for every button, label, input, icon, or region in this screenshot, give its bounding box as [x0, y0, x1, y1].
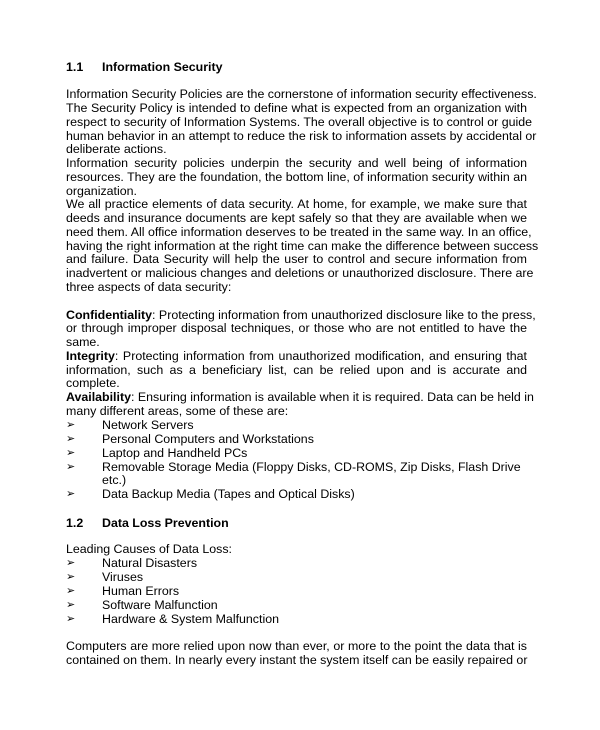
section-heading-1-1	[66, 60, 222, 74]
paragraph-line: three aspects of data security:	[66, 280, 232, 294]
paragraph-line: many different areas, some of these are:	[66, 404, 289, 418]
paragraph-line: Information security policies underpin the security and well being of information	[66, 156, 527, 170]
paragraph-line: and failure. Data Security will help the user to control and secure information from	[66, 252, 527, 266]
paragraph-line: inadvertent or malicious changes and deletions or unauthorized disclosure. There are	[66, 266, 534, 280]
bullet-arrow-icon: ➢	[66, 599, 76, 611]
section-heading-1-2	[66, 516, 229, 530]
bullet-arrow-icon: ➢	[66, 419, 76, 431]
paragraph-line: having the right information at the right time can make the difference between success	[66, 239, 539, 253]
term-availability: Availability	[66, 390, 131, 404]
paragraph-line: or through improper disposal techniques, or those who are not entitled to have the	[66, 321, 527, 335]
bullet-arrow-icon: ➢	[66, 433, 76, 445]
term-integrity: Integrity	[66, 349, 115, 363]
paragraph-line: Information Security Policies are the cornerstone of information security effectiveness.	[66, 87, 537, 101]
bullet-arrow-icon: ➢	[66, 488, 76, 500]
bullet-arrow-icon: ➢	[66, 571, 76, 583]
section-number: 1.1	[66, 60, 84, 74]
paragraph-line: same.	[66, 335, 100, 349]
paragraph-line: human behavior in an attempt to reduce the risk to information assets by accidental or	[66, 129, 537, 143]
paragraph-line: respect to security of Information Systems. The overall objective is to control or guide	[66, 115, 533, 129]
paragraph-line: information, such as a beneficiary list, can be relied upon and is accurate and	[66, 363, 527, 377]
bullet-arrow-icon: ➢	[66, 557, 76, 569]
term-confidentiality: Confidentiality	[66, 308, 153, 322]
section-title: Data Loss Prevention	[102, 516, 229, 530]
integrity-definition: Integrity: Protecting information from unauthorized modification, and ensuring that	[66, 349, 527, 363]
paragraph-line: Computers are more relied upon now than ever, or more to the point the data that is	[66, 639, 527, 653]
bullet-arrow-icon: ➢	[66, 461, 76, 473]
section-title: Information Security	[102, 60, 223, 74]
section-number: 1.2	[66, 516, 84, 530]
paragraph-line: need them. All office information deserves to be treated in the same way. In an office,	[66, 225, 532, 239]
list-intro: Leading Causes of Data Loss:	[66, 542, 233, 556]
bullet-arrow-icon: ➢	[66, 585, 76, 597]
paragraph-line: deliberate actions.	[66, 142, 167, 156]
confidentiality-definition: Confidentiality: Protecting information from unauthorized disclosure like to the press,	[66, 308, 536, 322]
document-page: 1.1 Information Security Information Security Policies are the cornerstone of information security effectiveness. The Security Policy is intended to define what is expected from an organization with respect to security of Information Systems. The overall objective is to control or guide human behavior in an attempt to reduce the risk to information assets by accidental or deliberate actions. Information security policies underpin the security and well being of information resources. They are the foundation, the bottom line, of information security within an organization. We all practice elements of data security. At home, for example, we make sure that deeds and insurance documents are kept safely so that they are available when we need them. All office information deserves to be treated in the same way. In an office, having the right information at the right time can make the difference between success and failure. Data Security will help the user to control and secure information from inadvertent or malicious changes and deletions or unauthorized disclosure. There are three aspects of data security: Confidentiality: Protecting information from unauthorized disclosure like to the press, or through improper disposal techniques, or those who are not entitled to have the same. Integrity: Protecting information from unauthorized modification, and ensuring that information, such as a beneficiary list, can be relied upon and is accurate and complete. Availability: Ensuring information is available when it is required. Data can be held in many different areas, some of these are: ➢ Network Servers ➢ Personal Computers and Workstations ➢ Laptop and Handheld PCs ➢ Removable Storage Media (Floppy Disks, CD-ROMS, Zip Disks, Flash Drive etc.) ➢ Data Backup Media (Tapes and Optical Disks) 1.2 Data Loss Prevention Leading Causes of Data Loss: ➢ Natural Disasters ➢ Viruses ➢ Human Errors ➢ Software Malfunction ➢ Hardware & System Malfunction Computers are more relied upon now than ever, or more to the point the data that is contained on them. In nearly every instant the system itself can be easily repaired or	[66, 60, 539, 667]
bullet-arrow-icon: ➢	[66, 447, 76, 459]
availability-definition: Availability: Ensuring information is available when it is required. Data can be held in	[66, 390, 534, 404]
paragraph-line: organization.	[66, 184, 137, 198]
paragraph-line: resources. They are the foundation, the bottom line, of information security within an	[66, 170, 527, 184]
paragraph-line: complete.	[66, 376, 120, 390]
bullet-arrow-icon: ➢	[66, 613, 76, 625]
paragraph-line: We all practice elements of data security. At home, for example, we make sure that	[66, 197, 527, 211]
paragraph-line: contained on them. In nearly every instant the system itself can be easily repaired or	[66, 653, 528, 667]
paragraph-line: The Security Policy is intended to define what is expected from an organization with	[66, 101, 527, 115]
paragraph-line: deeds and insurance documents are kept safely so that they are available when we	[66, 211, 527, 225]
